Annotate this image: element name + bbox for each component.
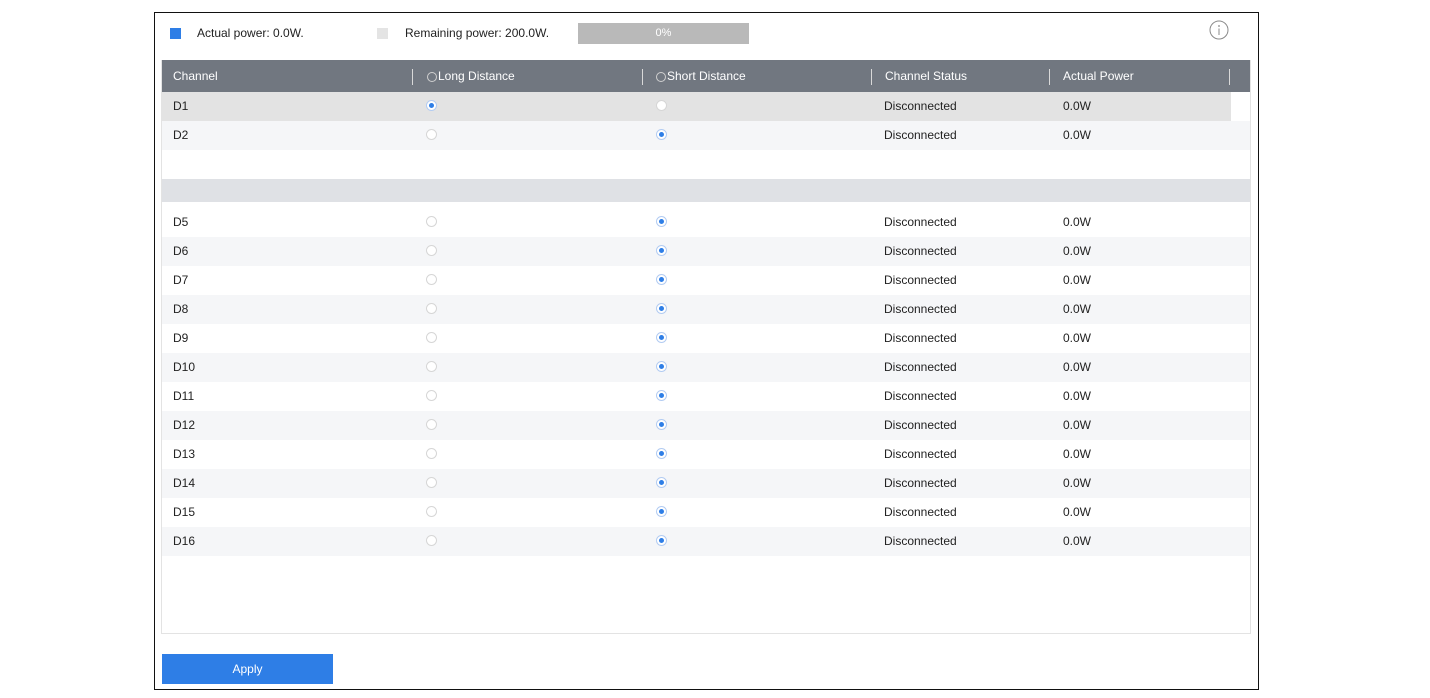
power-usage-percent: 0% — [655, 27, 672, 39]
channel-status: Disconnected — [884, 128, 957, 142]
actual-power: 0.0W — [1063, 331, 1092, 345]
long-distance-cell — [426, 295, 437, 324]
short-distance-cell — [656, 440, 667, 469]
long-distance-cell — [426, 498, 437, 527]
column-header-short-distance[interactable] — [656, 60, 746, 92]
long-distance-cell — [426, 208, 437, 237]
actual-power: 0.0W — [1063, 215, 1092, 229]
row-edge — [1231, 92, 1250, 121]
actual-power-legend-swatch — [170, 28, 181, 39]
long-distance-radio[interactable] — [426, 100, 437, 111]
short-distance-cell — [656, 382, 667, 411]
actual-power: 0.0W — [1063, 244, 1092, 258]
actual-power: 0.0W — [1063, 360, 1092, 374]
long-distance-cell — [426, 237, 437, 266]
table-row[interactable] — [162, 353, 1250, 382]
actual-power: 0.0W — [1063, 476, 1092, 490]
remaining-power-label: Remaining power: 200.0W. — [405, 26, 550, 40]
channel-name: D14 — [173, 476, 196, 490]
channel-name: D1 — [173, 99, 189, 113]
channel-status: Disconnected — [884, 99, 957, 113]
table-row[interactable] — [162, 121, 1250, 150]
column-header-channel-status: Channel Status — [885, 69, 968, 83]
short-distance-radio[interactable] — [656, 419, 667, 430]
table-row[interactable] — [162, 498, 1250, 527]
table-row[interactable] — [162, 440, 1250, 469]
long-distance-radio[interactable] — [426, 274, 437, 285]
short-distance-cell — [656, 208, 667, 237]
column-header-channel: Channel — [173, 69, 218, 83]
long-distance-radio[interactable] — [426, 332, 437, 343]
short-distance-radio[interactable] — [656, 274, 667, 285]
empty-row — [162, 556, 1250, 585]
short-distance-cell — [656, 324, 667, 353]
long-distance-radio[interactable] — [426, 448, 437, 459]
column-separator — [871, 69, 872, 85]
long-distance-radio[interactable] — [426, 506, 437, 517]
remaining-power-legend-swatch — [377, 28, 388, 39]
actual-power: 0.0W — [1063, 534, 1092, 548]
table-row[interactable] — [162, 324, 1250, 353]
table-row[interactable] — [162, 469, 1250, 498]
long-distance-cell — [426, 353, 437, 382]
channel-status: Disconnected — [884, 360, 957, 374]
column-header-actual-power: Actual Power — [1063, 69, 1134, 83]
table-row[interactable] — [162, 92, 1250, 121]
empty-row — [162, 150, 1250, 179]
channel-status: Disconnected — [884, 215, 957, 229]
actual-power: 0.0W — [1063, 505, 1092, 519]
long-distance-cell — [426, 382, 437, 411]
long-distance-cell — [426, 411, 437, 440]
long-distance-cell — [426, 266, 437, 295]
channel-name: D16 — [173, 534, 196, 548]
short-distance-cell — [656, 498, 667, 527]
column-header-long-distance-label: Long Distance — [438, 69, 515, 83]
table-header — [162, 60, 1250, 92]
short-distance-cell — [656, 469, 667, 498]
long-distance-radio[interactable] — [426, 129, 437, 140]
channel-status: Disconnected — [884, 244, 957, 258]
info-circle-icon[interactable] — [1209, 20, 1229, 40]
short-distance-radio[interactable] — [656, 361, 667, 372]
channel-name: D9 — [173, 331, 189, 345]
short-distance-cell — [656, 527, 667, 556]
table-row[interactable] — [162, 527, 1250, 556]
channel-name: D12 — [173, 418, 196, 432]
actual-power: 0.0W — [1063, 128, 1092, 142]
short-distance-radio[interactable] — [656, 332, 667, 343]
short-distance-cell — [656, 237, 667, 266]
short-distance-radio[interactable] — [656, 245, 667, 256]
channel-status: Disconnected — [884, 505, 957, 519]
channel-status: Disconnected — [884, 447, 957, 461]
channel-name: D11 — [173, 389, 195, 403]
channel-name: D13 — [173, 447, 196, 461]
short-distance-cell — [656, 92, 667, 121]
channel-status: Disconnected — [884, 476, 957, 490]
apply-button[interactable]: Apply — [162, 654, 333, 684]
long-distance-radio[interactable] — [426, 361, 437, 372]
short-distance-cell — [656, 295, 667, 324]
channel-status: Disconnected — [884, 273, 957, 287]
channel-name: D6 — [173, 244, 189, 258]
actual-power: 0.0W — [1063, 418, 1092, 432]
column-separator — [1229, 69, 1230, 85]
long-distance-cell — [426, 324, 437, 353]
short-distance-radio[interactable] — [656, 100, 667, 111]
channel-status: Disconnected — [884, 302, 957, 316]
table-row[interactable] — [162, 208, 1250, 237]
short-distance-cell — [656, 353, 667, 382]
short-distance-radio[interactable] — [656, 129, 667, 140]
long-distance-cell — [426, 469, 437, 498]
actual-power: 0.0W — [1063, 302, 1092, 316]
channel-name: D10 — [173, 360, 196, 374]
poe-settings-panel — [154, 12, 1259, 690]
channel-status: Disconnected — [884, 418, 957, 432]
column-header-long-distance[interactable] — [427, 60, 515, 92]
table-row[interactable] — [162, 411, 1250, 440]
power-summary-bar — [155, 13, 1258, 53]
short-distance-cell — [656, 121, 667, 150]
short-distance-radio[interactable] — [656, 477, 667, 488]
column-separator — [642, 69, 643, 85]
short-distance-select-all-radio[interactable] — [656, 72, 666, 82]
column-separator — [1049, 69, 1050, 85]
table-row[interactable] — [162, 295, 1250, 324]
short-distance-radio[interactable] — [656, 535, 667, 546]
actual-power: 0.0W — [1063, 389, 1092, 403]
short-distance-radio[interactable] — [656, 390, 667, 401]
long-distance-radio[interactable] — [426, 245, 437, 256]
channel-name: D5 — [173, 215, 189, 229]
long-distance-radio[interactable] — [426, 477, 437, 488]
channel-name: D8 — [173, 302, 189, 316]
actual-power: 0.0W — [1063, 99, 1092, 113]
table-row[interactable] — [162, 382, 1250, 411]
short-distance-radio[interactable] — [656, 448, 667, 459]
short-distance-radio[interactable] — [656, 506, 667, 517]
column-separator — [412, 69, 413, 85]
channel-name: D7 — [173, 273, 189, 287]
short-distance-cell — [656, 411, 667, 440]
channel-name: D15 — [173, 505, 196, 519]
table-row[interactable] — [162, 266, 1250, 295]
group-divider — [162, 179, 1250, 202]
channel-status: Disconnected — [884, 331, 957, 345]
long-distance-radio[interactable] — [426, 390, 437, 401]
long-distance-cell — [426, 440, 437, 469]
channel-status: Disconnected — [884, 534, 957, 548]
channel-name: D2 — [173, 128, 189, 142]
long-distance-radio[interactable] — [426, 216, 437, 227]
long-distance-radio[interactable] — [426, 303, 437, 314]
long-distance-radio[interactable] — [426, 535, 437, 546]
power-usage-progress-bar — [578, 23, 749, 44]
actual-power-label: Actual power: 0.0W. — [197, 26, 304, 40]
short-distance-cell — [656, 266, 667, 295]
poe-channel-table — [161, 60, 1251, 634]
empty-row — [162, 585, 1250, 614]
table-row[interactable] — [162, 237, 1250, 266]
long-distance-cell — [426, 121, 437, 150]
short-distance-radio[interactable] — [656, 216, 667, 227]
column-header-short-distance-label: Short Distance — [667, 69, 746, 83]
table-body — [162, 92, 1250, 614]
short-distance-radio[interactable] — [656, 303, 667, 314]
long-distance-select-all-radio[interactable] — [427, 72, 437, 82]
long-distance-cell — [426, 92, 437, 121]
actual-power: 0.0W — [1063, 447, 1092, 461]
channel-status: Disconnected — [884, 389, 957, 403]
actual-power: 0.0W — [1063, 273, 1092, 287]
long-distance-radio[interactable] — [426, 419, 437, 430]
long-distance-cell — [426, 527, 437, 556]
